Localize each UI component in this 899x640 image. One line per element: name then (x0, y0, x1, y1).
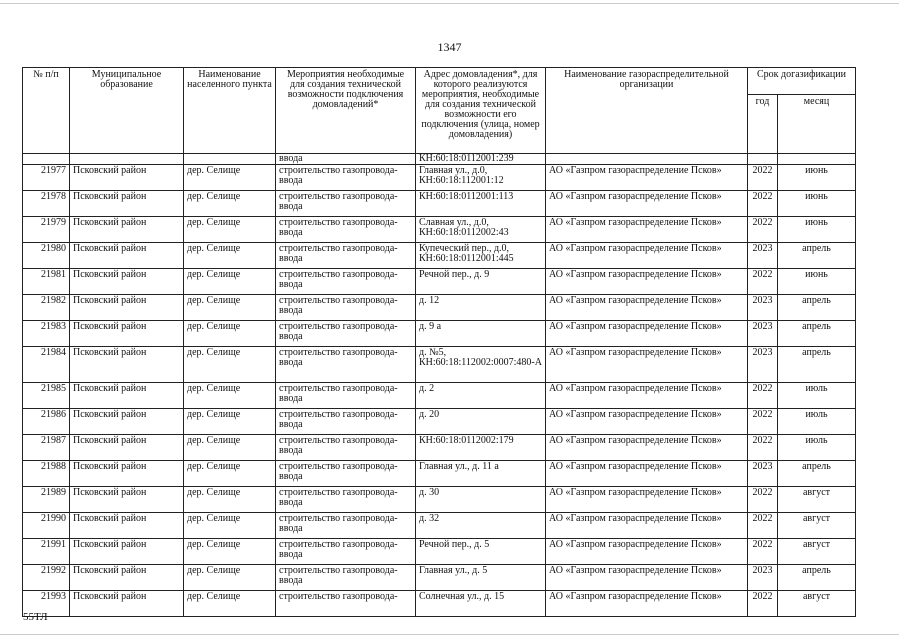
header-term: Срок догазификации (748, 68, 856, 95)
cell-year: 2022 (748, 513, 778, 539)
cell-measure: строительство газопровода-ввода (276, 487, 416, 513)
cell-municipality: Псковский район (70, 409, 184, 435)
table-row (23, 539, 856, 565)
cell-municipality: Псковский район (70, 191, 184, 217)
cell-org: АО «Газпром газораспределение Псков» (546, 191, 748, 217)
cell-measure: строительство газопровода-ввода (276, 435, 416, 461)
cell-municipality: Псковский район (70, 591, 184, 617)
cell-month: апрель (778, 243, 856, 269)
cell-address: д. 2 (416, 383, 546, 409)
cell-settlement: дер. Селище (184, 269, 276, 295)
table-row (23, 565, 856, 591)
cell-measure: строительство газопровода-ввода (276, 461, 416, 487)
cell-measure: строительство газопровода-ввода (276, 243, 416, 269)
cell-municipality: Псковский район (70, 461, 184, 487)
cell-month: июнь (778, 269, 856, 295)
cell-measure: строительство газопровода-ввода (276, 217, 416, 243)
cell-month: июль (778, 409, 856, 435)
cell-empty (70, 154, 184, 165)
cell-address: Речной пер., д. 5 (416, 539, 546, 565)
cell-measure: строительство газопровода-ввода (276, 347, 416, 383)
cell-settlement: дер. Селище (184, 435, 276, 461)
header-month: месяц (778, 95, 856, 154)
cell-measure: строительство газопровода-ввода (276, 565, 416, 591)
cell-address: КН:60:18:0112002:179 (416, 435, 546, 461)
cell-org: АО «Газпром газораспределение Псков» (546, 409, 748, 435)
cell-settlement: дер. Селище (184, 487, 276, 513)
table-row (23, 383, 856, 409)
cell-settlement: дер. Селище (184, 409, 276, 435)
continuation-row (23, 154, 856, 165)
cell-year: 2022 (748, 487, 778, 513)
cell-municipality: Псковский район (70, 243, 184, 269)
cell-year: 2022 (748, 269, 778, 295)
cell-year: 2023 (748, 461, 778, 487)
cell-month: апрель (778, 565, 856, 591)
header-municipality: Муниципальное образование (70, 68, 184, 154)
cell-month: июнь (778, 191, 856, 217)
header-num: № п/п (23, 68, 70, 154)
cell-address: д. 30 (416, 487, 546, 513)
cell-settlement: дер. Селище (184, 591, 276, 617)
cell-num: 21986 (23, 409, 70, 435)
cell-address: КН:60:18:0112001:113 (416, 191, 546, 217)
cell-municipality: Псковский район (70, 321, 184, 347)
cell-num: 21985 (23, 383, 70, 409)
scan-artifact-bottom (0, 634, 899, 635)
cell-year: 2022 (748, 539, 778, 565)
table-row (23, 217, 856, 243)
cell-municipality: Псковский район (70, 435, 184, 461)
cell-address: д. №5, КН:60:18:112002:0007:480-А (416, 347, 546, 383)
cell-year: 2023 (748, 347, 778, 383)
cell-settlement: дер. Селище (184, 191, 276, 217)
cell-org: АО «Газпром газораспределение Псков» (546, 269, 748, 295)
cell-measure: строительство газопровода-ввода (276, 295, 416, 321)
cell-num: 21990 (23, 513, 70, 539)
cell-org: АО «Газпром газораспределение Псков» (546, 295, 748, 321)
cell-address: Купеческий пер., д.0, КН:60:18:0112001:445 (416, 243, 546, 269)
cell-num: 21984 (23, 347, 70, 383)
cell-measure: строительство газопровода-ввода (276, 191, 416, 217)
cell-settlement: дер. Селище (184, 565, 276, 591)
cell-municipality: Псковский район (70, 539, 184, 565)
cell-num: 21993 (23, 591, 70, 617)
cell-num: 21989 (23, 487, 70, 513)
cell-num: 21977 (23, 165, 70, 191)
cell-settlement: дер. Селище (184, 165, 276, 191)
table-row (23, 243, 856, 269)
cell-address: Главная ул., д. 11 а (416, 461, 546, 487)
cell-address: д. 20 (416, 409, 546, 435)
cell-month: август (778, 591, 856, 617)
cell-measure: строительство газопровода-ввода (276, 513, 416, 539)
cell-org: АО «Газпром газораспределение Псков» (546, 321, 748, 347)
cell-org: АО «Газпром газораспределение Псков» (546, 347, 748, 383)
cell-empty (23, 154, 70, 165)
cell-year: 2022 (748, 409, 778, 435)
cell-settlement: дер. Селище (184, 513, 276, 539)
table-row (23, 409, 856, 435)
cell-settlement: дер. Селище (184, 321, 276, 347)
cell-settlement: дер. Селище (184, 383, 276, 409)
cell-measure: строительство газопровода-ввода (276, 409, 416, 435)
cell-num: 21982 (23, 295, 70, 321)
cell-month: июнь (778, 217, 856, 243)
cell-month: апрель (778, 295, 856, 321)
cell-municipality: Псковский район (70, 513, 184, 539)
cell-address: Главная ул., д.0, КН:60:18:112001:12 (416, 165, 546, 191)
cell-year: 2023 (748, 243, 778, 269)
cell-address: Главная ул., д. 5 (416, 565, 546, 591)
cell-measure: строительство газопровода-ввода (276, 539, 416, 565)
table-row (23, 269, 856, 295)
cell-settlement: дер. Селище (184, 217, 276, 243)
cell-municipality: Псковский район (70, 269, 184, 295)
cell-month: апрель (778, 461, 856, 487)
cell-year: 2022 (748, 591, 778, 617)
cell-municipality: Псковский район (70, 165, 184, 191)
table-row (23, 295, 856, 321)
table-header (23, 68, 856, 154)
cell-month: август (778, 513, 856, 539)
table-row (23, 461, 856, 487)
cell-num: 21988 (23, 461, 70, 487)
cell-empty (184, 154, 276, 165)
cell-municipality: Псковский район (70, 383, 184, 409)
cell-num: 21979 (23, 217, 70, 243)
header-settlement: Наименование населенного пункта (184, 68, 276, 154)
cell-address: д. 32 (416, 513, 546, 539)
cell-municipality: Псковский район (70, 487, 184, 513)
table-row (23, 513, 856, 539)
cell-year: 2023 (748, 321, 778, 347)
table-row (23, 435, 856, 461)
cell-org: АО «Газпром газораспределение Псков» (546, 461, 748, 487)
table-row (23, 347, 856, 383)
scan-artifact-top (0, 3, 899, 4)
cell-num: 21987 (23, 435, 70, 461)
cell-year: 2023 (748, 295, 778, 321)
table-row (23, 591, 856, 617)
cell-measure: ввода (276, 154, 416, 165)
cell-measure: строительство газопровода-ввода (276, 321, 416, 347)
cell-municipality: Псковский район (70, 565, 184, 591)
cell-org: АО «Газпром газораспределение Псков» (546, 383, 748, 409)
cell-org: АО «Газпром газораспределение Псков» (546, 243, 748, 269)
cell-num: 21981 (23, 269, 70, 295)
cell-month: август (778, 487, 856, 513)
cell-org: АО «Газпром газораспределение Псков» (546, 487, 748, 513)
cell-num: 21983 (23, 321, 70, 347)
cell-org: АО «Газпром газораспределение Псков» (546, 435, 748, 461)
cell-settlement: дер. Селище (184, 347, 276, 383)
gasification-table (22, 67, 856, 617)
cell-num: 21980 (23, 243, 70, 269)
cell-month: июль (778, 383, 856, 409)
header-address: Адрес домовладения*, для которого реализуются мероприятия, необходимые для создания технической возможности его подключения (улица, номер домовладения) (416, 68, 546, 154)
cell-municipality: Псковский район (70, 295, 184, 321)
cell-empty (546, 154, 748, 165)
cell-measure: строительство газопровода-ввода (276, 165, 416, 191)
cell-org: АО «Газпром газораспределение Псков» (546, 591, 748, 617)
cell-org: АО «Газпром газораспределение Псков» (546, 165, 748, 191)
cell-org: АО «Газпром газораспределение Псков» (546, 539, 748, 565)
cell-org: АО «Газпром газораспределение Псков» (546, 565, 748, 591)
cell-settlement: дер. Селище (184, 539, 276, 565)
cell-measure: строительство газопровода-ввода (276, 383, 416, 409)
cell-empty (778, 154, 856, 165)
cell-year: 2022 (748, 435, 778, 461)
cell-settlement: дер. Селище (184, 295, 276, 321)
cell-empty (748, 154, 778, 165)
header-year: год (748, 95, 778, 154)
cell-measure: строительство газопровода-ввода (276, 269, 416, 295)
cell-address: Славная ул., д.0, КН:60:18:0112002:43 (416, 217, 546, 243)
cell-address: д. 9 а (416, 321, 546, 347)
cell-address: Солнечная ул., д. 15 (416, 591, 546, 617)
cell-org: АО «Газпром газораспределение Псков» (546, 217, 748, 243)
cell-municipality: Псковский район (70, 347, 184, 383)
cell-month: апрель (778, 347, 856, 383)
cell-month: июнь (778, 165, 856, 191)
cell-num: 21978 (23, 191, 70, 217)
cell-month: апрель (778, 321, 856, 347)
cell-year: 2022 (748, 383, 778, 409)
table-row (23, 487, 856, 513)
header-org: Наименование газораспределительной организации (546, 68, 748, 154)
header-measures: Мероприятия необходимые для создания технической возможности подключения домовладений* (276, 68, 416, 154)
cell-year: 2023 (748, 565, 778, 591)
table-body (23, 154, 856, 617)
cell-year: 2022 (748, 165, 778, 191)
cell-month: июль (778, 435, 856, 461)
cell-org: АО «Газпром газораспределение Псков» (546, 513, 748, 539)
cell-municipality: Псковский район (70, 217, 184, 243)
cell-num: 21991 (23, 539, 70, 565)
cell-address: КН:60:18:0112001:239 (416, 154, 546, 165)
page-number: 1347 (437, 40, 462, 54)
cell-address: д. 12 (416, 295, 546, 321)
table-row (23, 165, 856, 191)
cell-num: 21992 (23, 565, 70, 591)
cell-settlement: дер. Селище (184, 243, 276, 269)
cell-year: 2022 (748, 191, 778, 217)
cell-measure: строительство газопровода- (276, 591, 416, 617)
cell-address: Речной пер., д. 9 (416, 269, 546, 295)
cell-month: август (778, 539, 856, 565)
cell-year: 2022 (748, 217, 778, 243)
footer-code: 55ТЛ (23, 611, 48, 623)
cell-settlement: дер. Селище (184, 461, 276, 487)
table-row (23, 191, 856, 217)
table-row (23, 321, 856, 347)
